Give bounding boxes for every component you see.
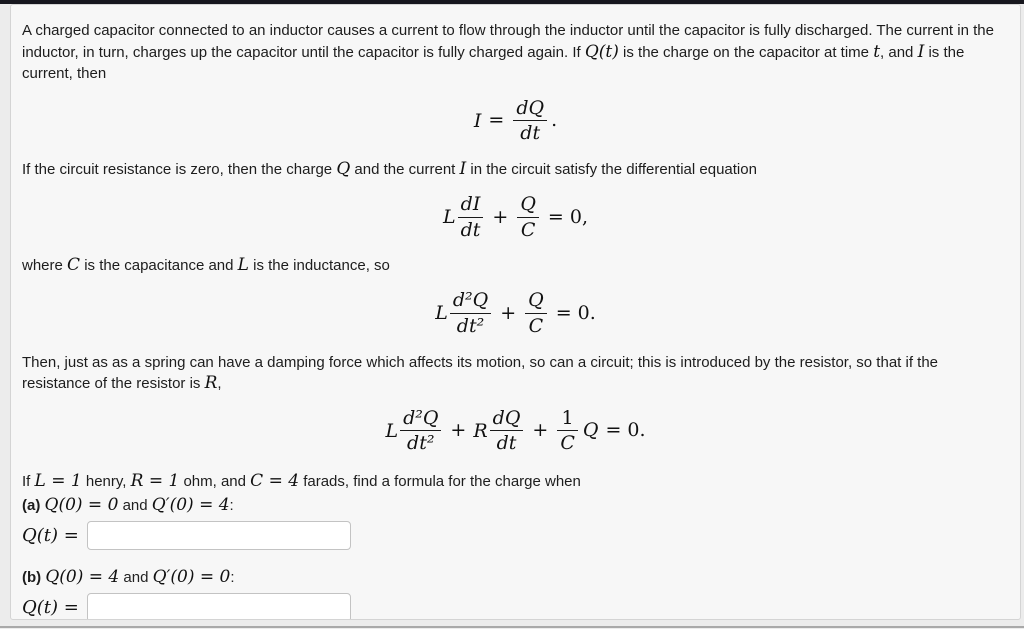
answer-section (22, 471, 1009, 620)
text-segment: Then, just as as a spring can have a damping force which affects its motion, so can a circuit; this is introduced by the resistor, so that if the resistance of the resistor is (22, 353, 939, 393)
fraction-denominator: C (557, 430, 578, 455)
answer-row-a (22, 521, 1009, 550)
fraction (525, 290, 547, 338)
text-segment: , and (880, 43, 918, 61)
text-segment: A charged capacitor connected to an inductor causes a current to flow through the inductor until the capacitor is fully discharged. The current in the inductor, in turn, charges up the capacitor until the capacitor is fully charged again. If (22, 22, 994, 61)
equation-rlc (22, 408, 1009, 456)
capacitance-inductance-paragraph (22, 255, 1009, 277)
part-a-label: (a) (22, 496, 41, 514)
text-segment: and (119, 568, 153, 586)
math-token: Q (582, 419, 599, 442)
text-segment: : (229, 496, 234, 514)
math-token: + (492, 205, 509, 228)
inline-math-L-equals-1: L = 1 (34, 471, 82, 492)
inline-math-initial-current: Q′(0) = 4 (151, 494, 230, 515)
fraction (400, 408, 441, 456)
fraction (517, 194, 539, 242)
fraction-numerator: d²Q (452, 288, 489, 311)
fraction-denominator: C (525, 313, 547, 338)
inline-math-Q-of-t: Q(t) (584, 41, 619, 62)
text-segment: where (22, 257, 68, 275)
math-token: + (500, 301, 517, 324)
math-token: I (473, 109, 482, 132)
text-segment: in the circuit satisfy the differential equation (466, 161, 757, 179)
given-values-paragraph (22, 471, 1009, 493)
equation-current-definition (22, 98, 1009, 146)
inline-math-L: L (237, 255, 249, 276)
text-segment: is the inductance, so (248, 257, 390, 275)
inline-math-Q: Q (336, 159, 351, 180)
answer-row-b (22, 593, 1009, 620)
inline-math-I: I (917, 41, 925, 62)
inline-math-initial-charge: Q(0) = 4 (45, 566, 120, 587)
fraction-numerator: Q (520, 192, 536, 215)
part-b-label: (b) (22, 568, 42, 586)
part-b-block (22, 567, 1009, 620)
text-segment: ohm, and (179, 473, 251, 491)
math-token: . (551, 109, 558, 132)
text-segment: and the current (350, 161, 460, 179)
fraction-numerator: d²Q (403, 406, 439, 429)
inline-math-initial-charge: Q(0) = 0 (44, 494, 119, 515)
fraction-denominator: dt (490, 430, 524, 455)
fraction-numerator: 1 (561, 406, 574, 429)
zero-resistance-paragraph (22, 159, 1009, 181)
inline-math-C-equals-4: C = 4 (250, 471, 300, 492)
problem-panel (10, 4, 1021, 620)
fraction (458, 194, 484, 242)
text-segment: : (230, 568, 235, 586)
text-segment: If the circuit resistance is zero, then the charge (22, 161, 337, 179)
text-segment: and (118, 496, 152, 514)
equation-second-order (22, 290, 1009, 338)
intro-paragraph (22, 20, 1009, 85)
fraction-denominator: dt (513, 120, 547, 145)
text-segment: henry, (81, 473, 131, 491)
math-token: = 0. (605, 419, 646, 442)
math-token: + (532, 419, 549, 442)
math-token: R (473, 419, 488, 442)
fraction (490, 408, 524, 456)
math-token: = 0. (555, 301, 596, 324)
inline-math-R-equals-1: R = 1 (130, 471, 180, 492)
math-token: = 0, (547, 205, 589, 228)
math-token: + (450, 419, 467, 442)
inline-math-R: R (204, 373, 218, 394)
fraction-denominator: dt² (400, 430, 441, 455)
inline-math-I: I (459, 159, 467, 180)
equation-first-order (22, 194, 1009, 242)
part-a-conditions (22, 495, 1009, 517)
fraction-numerator: dQ (516, 96, 545, 119)
inline-math-t: t (873, 41, 881, 62)
fraction (557, 408, 578, 456)
text-segment: is the current, then (22, 43, 965, 82)
page-bottom-divider (0, 626, 1024, 628)
fraction-denominator: dt² (450, 313, 491, 338)
answer-input-a[interactable] (87, 521, 351, 550)
damping-paragraph (22, 352, 1009, 395)
text-segment: is the capacitance and (80, 257, 238, 275)
text-segment: farads, find a formula for the charge when (299, 473, 581, 491)
math-token: = (488, 109, 505, 132)
fraction-numerator: dQ (492, 406, 521, 429)
inline-math-C: C (67, 255, 81, 276)
fraction (450, 290, 491, 338)
fraction (513, 98, 547, 146)
inline-math-initial-current: Q′(0) = 0 (152, 566, 231, 587)
math-token: L (442, 205, 456, 228)
text-segment: is the charge on the capacitor at time (618, 43, 874, 61)
fraction-denominator: C (517, 217, 539, 242)
answer-label-b: Q(t) = (22, 596, 79, 618)
part-b-conditions (22, 567, 1009, 589)
text-segment: If (22, 473, 35, 491)
answer-label-a: Q(t) = (22, 524, 79, 546)
fraction-numerator: dI (460, 192, 481, 215)
text-segment: , (217, 375, 222, 393)
answer-input-b[interactable] (87, 593, 351, 620)
fraction-numerator: Q (528, 288, 544, 311)
fraction-denominator: dt (458, 217, 484, 242)
math-token: L (385, 419, 399, 442)
math-token: L (435, 301, 448, 324)
